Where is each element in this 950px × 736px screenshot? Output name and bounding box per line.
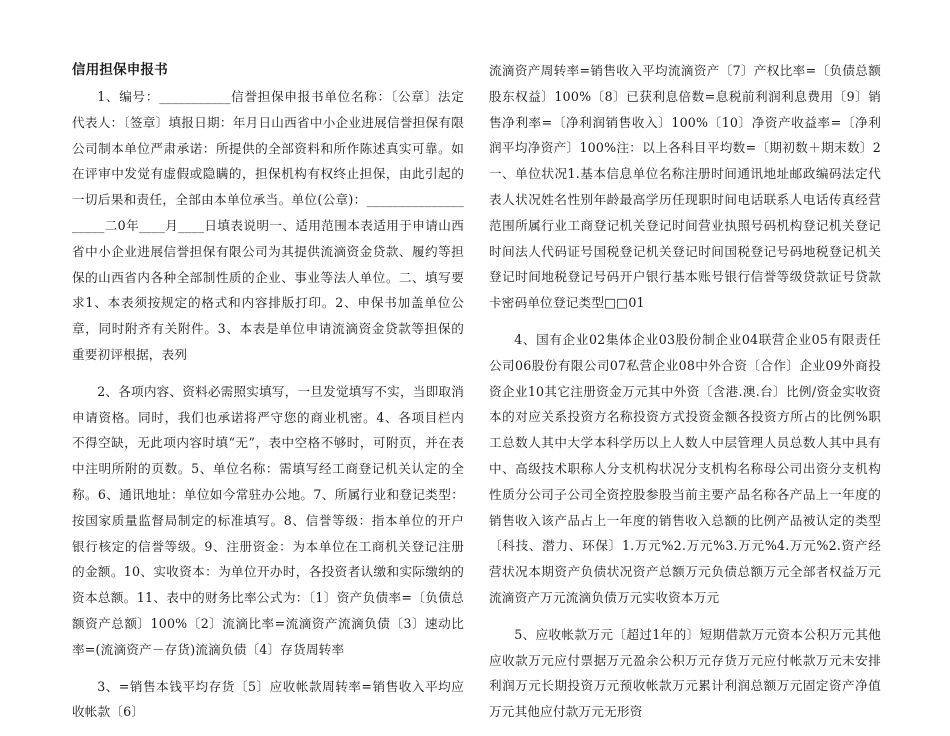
paragraph-1: 1、编号：___________信誉担保申报书单位名称：〔公章〕法定代表人：〔签章〕填报日期：年月日山西省中小企业进展信誉担保有限公司制本单位严肃承诺：所提供的全部资料和所作陈述真实可靠。如在评审中发觉有虚假或隐瞒的，担保机构有权终止担保，由此引起的一切后果和责任，全部由本单位承当。单位(公章)：____________________二0年____月____日填表说明一、适用范围本表适用于申请山西省中小企业进展信誉担保有限公司为其提供流滴资金贷款、履约等担保的山西省内各种全部制性质的企业、事业等法人单位。二、填写要求1、本表须按规定的格式和内容排版打印。2、申保书加盖单位公章，同时附齐有关附件。3、本表是单位申请流滴资金贷款等担保的重要初评根据，表列 bbox=[72, 89, 464, 362]
paragraph-5: 5、应收帐款万元〔超过1年的〕短期借款万元资本公积万元其他应收款万元应付票据万元盈余公积万元存货万元应付帐款万元未安排利润万元长期投资万元预收帐款万元累计利润总额万元固定资产净值万元其他应付款万元无形资 bbox=[489, 626, 881, 720]
paragraph-2: 2、各项内容、资料必需照实填写，一旦发觉填写不实，当即取消申请资格。同时，我们也承诺将严守您的商业机密。4、各项目栏内不得空缺，无此项内容时填“无”，表中空格不够时，可附页，并在表中注明所附的页数。5、单位名称：需填写经工商登记机关认定的全称。6、通讯地址：单位如今常驻办公地。7、所属行业和登记类型：按国家质量监督局制定的标准填写。8、信誉等级：指本单位的开户银行核定的信誉等级。9、注册资金：为本单位在工商机关登记注册的金额。10、实收资本：为单位开办时，各投资者认缴和实际缴纳的资本总额。11、表中的财务比率公式为：〔1〕资产负债率=〔负债总额资产总额〕100%〔2〕流滴比率=流滴资产流滴负债〔3〕速动比率=(流滴资产－存货)流滴负债〔4〕存货周转率 bbox=[72, 383, 464, 657]
right-column bbox=[489, 58, 881, 736]
paragraph-3: 3、=销售本钱平均存货〔5〕应收帐款周转率=销售收入平均应收帐款〔6〕 bbox=[72, 678, 464, 720]
left-column bbox=[72, 58, 464, 736]
paragraph-continued: 流滴资产周转率=销售收入平均流滴资产〔7〕产权比率=〔负债总额股东权益〕100%〔8〕已获利息倍数=息税前利润利息费用〔9〕销售净利率=〔净利润销售收入〕100%〔10〕净资产收益率=〔净利润平均净资产〕100%注：以上各科目平均数=〔期初数＋期末数〕2一、单位状况1.基本信息单位名称注册时间通讯地址邮政编码法定代表人状况姓名性别年龄最高学历任现职时间电话联系人电话传真经营范围所属行业工商登记机关登记时间营业执照号码机构登记机关登记时间法人代码证号国税登记机关登记时间国税登记号码地税登记机关登记时间地税登记号码开户银行基本账号银行信誉等级贷款证号贷款卡密码单位登记类型□□01 bbox=[489, 63, 881, 311]
document-title: 信用担保申报书 bbox=[72, 62, 168, 78]
paragraph-4: 4、国有企业02集体企业03股份制企业04联营企业05有限责任公司06股份有限公司07私营企业08中外合资〔合作〕企业09外商投资企业10其它注册资金万元其中外资〔含港.澳.台〕比例/资金实收资本的对应关系投资方名称投资方式投资金额各投资方所占的比例%职工总数人其中大学本科学历以上人数人中层管理人员总数人其中具有中、高级技术职称人分支机构状况分支机构名称母公司出资分支机构性质分公司子公司全资控股参股当前主要产品名称各产品上一年度的销售收入该产品占上一年度的销售收入总额的比例产品被认定的类型〔科技、潜力、环保〕1.万元%2.万元%3.万元%4.万元%2.资产经营状况本期资产负债状况资产总额万元负债总额万元全部者权益万元流滴资产万元流滴负债万元实收资本万元 bbox=[489, 331, 881, 605]
